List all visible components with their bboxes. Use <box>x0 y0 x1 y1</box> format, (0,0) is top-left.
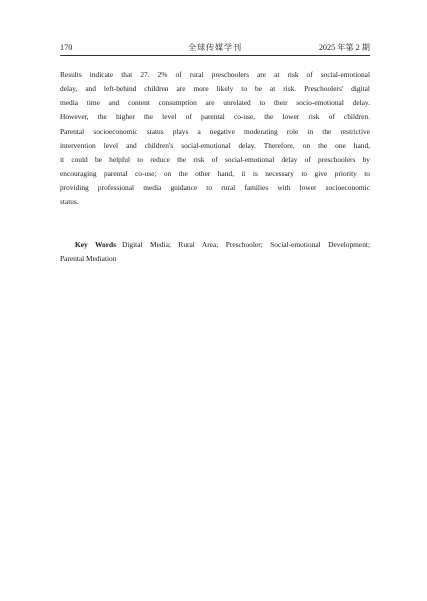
abstract-line: However, the higher the level of parental co-use, the lower risk of children. <box>60 112 370 122</box>
abstract-line: encouraging parental co-use; on the other hand, it is necessary to give priority to <box>60 168 370 178</box>
abstract-line: intervention level and children's social-emotional delay. Therefore, on the one hand, <box>60 140 370 150</box>
abstract-line: status. <box>60 197 79 207</box>
keywords-label: Key Words <box>75 240 117 249</box>
keywords-text: Digital Media; Rural Area; Preschooler; Social-emotional Development; <box>122 240 370 249</box>
abstract-line: Parental socioeconomic status plays a negative moderating role in the restrictive <box>60 126 370 136</box>
abstract-paragraph <box>60 68 370 209</box>
keywords-line <box>60 238 370 252</box>
abstract-line: Results indicate that 27. 2% of rural preschoolers are at risk of social-emotional <box>60 70 370 79</box>
abstract-line: it could be helpful to reduce the risk of social-emotional delay of preschoolers by <box>60 154 370 164</box>
header-divider <box>60 55 370 56</box>
keywords-continuation: Parental Mediation <box>60 253 117 263</box>
page-number: 170 <box>60 43 73 52</box>
keywords-block <box>60 238 370 265</box>
journal-title: 全球传媒学刊 <box>188 43 242 52</box>
running-header <box>60 40 370 54</box>
abstract-line: delay, and left-behind children are more likely to be at risk. Preschoolers' digital <box>60 84 370 94</box>
abstract-line: media time and content consumption are unrelated to their socio-emotional delay. <box>60 98 370 108</box>
issue-label: 2025 年第 2 期 <box>318 43 370 52</box>
abstract-line: providing professional media guidance to rural families with lower socioeconomic <box>60 183 370 193</box>
